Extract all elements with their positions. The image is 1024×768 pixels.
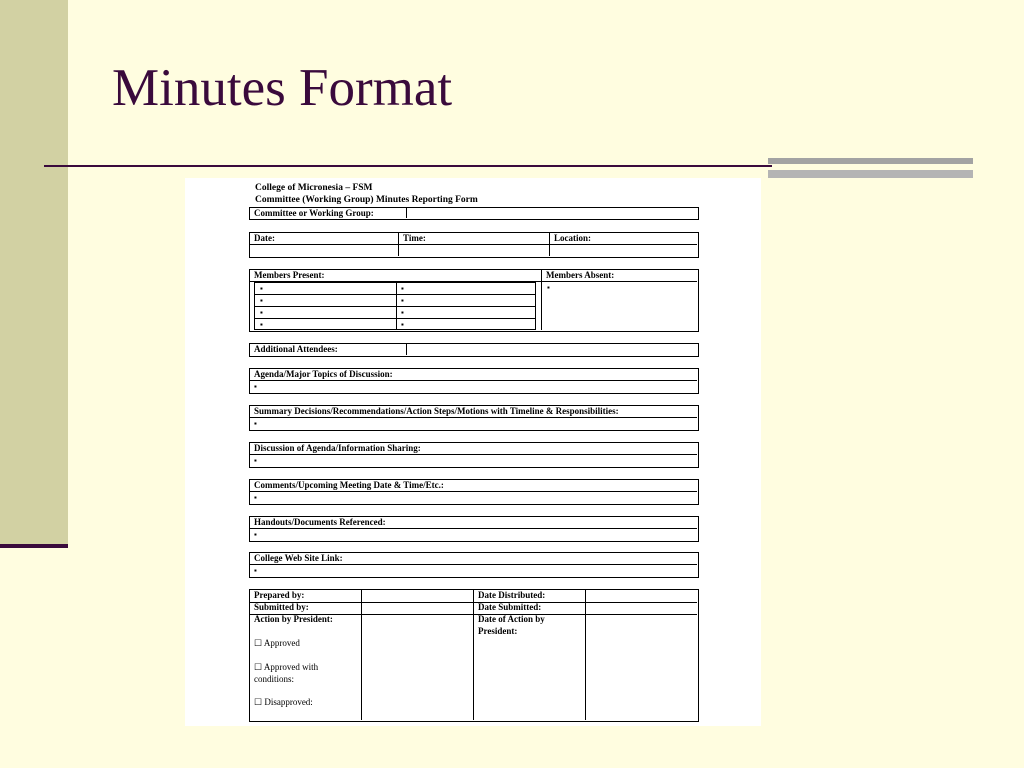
approved-conditions-label-line1: ☐ Approved with xyxy=(254,662,319,672)
members-absent-label: Members Absent: xyxy=(546,270,615,280)
bullet: ▪ xyxy=(260,284,263,293)
date-of-action-label-line1: Date of Action by xyxy=(478,614,545,624)
divider xyxy=(255,294,535,295)
bullet: ▪ xyxy=(401,308,404,317)
bullet: ▪ xyxy=(254,456,257,465)
bullet: ▪ xyxy=(254,382,257,391)
committee-label: Committee or Working Group: xyxy=(254,208,374,218)
divider-accent-top xyxy=(768,158,973,164)
bullet: ▪ xyxy=(401,296,404,305)
divider xyxy=(250,491,697,492)
minutes-form-image xyxy=(185,178,761,726)
additional-attendees-row xyxy=(249,343,699,357)
form-title: Committee (Working Group) Minutes Reporting Form xyxy=(255,195,478,205)
discussion-label: Discussion of Agenda/Information Sharing: xyxy=(254,443,421,453)
bullet: ▪ xyxy=(260,320,263,329)
agenda-section xyxy=(249,368,699,394)
divider xyxy=(250,244,697,245)
date-label: Date: xyxy=(254,233,275,243)
approved-checkbox-label: ☐ Approved xyxy=(254,638,300,648)
bullet: ▪ xyxy=(401,320,404,329)
bullet: ▪ xyxy=(254,566,257,575)
agenda-label: Agenda/Major Topics of Discussion: xyxy=(254,369,393,379)
comments-label: Comments/Upcoming Meeting Date & Time/Etc.: xyxy=(254,480,444,490)
committee-row xyxy=(249,207,699,220)
comments-section xyxy=(249,479,699,505)
website-section xyxy=(249,552,699,578)
date-submitted-label: Date Submitted: xyxy=(478,602,542,612)
divider xyxy=(250,454,697,455)
slide-title: Minutes Format xyxy=(112,59,453,117)
divider xyxy=(255,306,535,307)
college-name: College of Micronesia – FSM xyxy=(255,183,373,193)
divider xyxy=(250,528,697,529)
divider xyxy=(255,318,535,319)
website-label: College Web Site Link: xyxy=(254,553,343,563)
summary-section xyxy=(249,405,699,431)
bullet: ▪ xyxy=(260,308,263,317)
divider xyxy=(250,380,697,381)
additional-attendees-label: Additional Attendees: xyxy=(254,344,338,354)
date-distributed-label: Date Distributed: xyxy=(478,590,546,600)
handouts-label: Handouts/Documents Referenced: xyxy=(254,517,386,527)
time-label: Time: xyxy=(403,233,426,243)
action-by-president-label: Action by President: xyxy=(254,614,333,624)
members-present-label: Members Present: xyxy=(254,270,325,280)
bullet: ▪ xyxy=(254,530,257,539)
members-table xyxy=(249,269,699,332)
divider xyxy=(406,344,407,355)
divider xyxy=(585,590,586,720)
bullet: ▪ xyxy=(260,296,263,305)
summary-label: Summary Decisions/Recommendations/Action Steps/Motions with Timeline & Responsibilities: xyxy=(254,406,619,416)
left-accent-line xyxy=(0,544,68,548)
bullet: ▪ xyxy=(254,493,257,502)
bullet: ▪ xyxy=(547,283,550,292)
divider-accent-bottom xyxy=(768,170,973,178)
discussion-section xyxy=(249,442,699,468)
handouts-section xyxy=(249,516,699,542)
divider xyxy=(250,417,697,418)
disapproved-checkbox-label: ☐ Disapproved: xyxy=(254,697,313,707)
bullet: ▪ xyxy=(401,284,404,293)
bullet: ▪ xyxy=(254,419,257,428)
left-accent-bar xyxy=(0,0,68,548)
divider xyxy=(406,208,407,218)
members-present-grid xyxy=(254,282,536,330)
divider xyxy=(541,270,542,330)
approved-conditions-label-line2: conditions: xyxy=(254,674,294,684)
submitted-by-label: Submitted by: xyxy=(254,602,309,612)
date-time-location-table xyxy=(249,232,699,258)
title-divider xyxy=(44,165,772,167)
location-label: Location: xyxy=(554,233,591,243)
approval-table xyxy=(249,589,699,722)
divider xyxy=(361,590,362,720)
divider xyxy=(250,564,697,565)
prepared-by-label: Prepared by: xyxy=(254,590,305,600)
date-of-action-label-line2: President: xyxy=(478,626,518,636)
